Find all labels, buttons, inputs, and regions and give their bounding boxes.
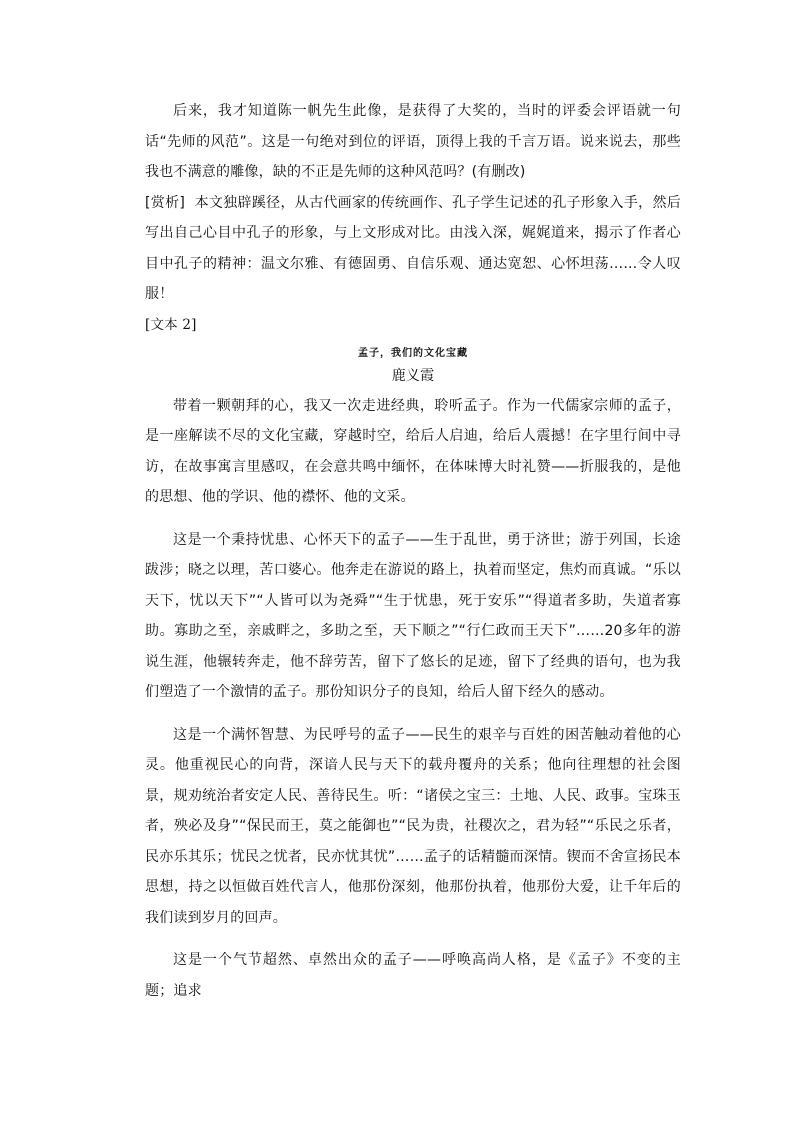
body-paragraph-3: 这是一个满怀智慧、为民呼号的孟子——民生的艰辛与百姓的困苦触动着他的心灵。他重视民心的向背，深谙人民与天下的载舟覆舟的关系；他向往理想的社会图景，规劝统治者安定人民、善待民生。听：“诸侯之宝三：土地、人民、政事。宝珠玉者，殃必及身”“保民而王，莫之能御也”“民为贵，社稷次之，君为轻”“乐民之乐者，民亦乐其乐；忧民之忧者，民亦忧其忧”……孟子的话精髓而深情。锲而不舍宣扬民本思想，持之以恒做百姓代言人，他那份深刻，他那份执着，他那份大爱，让千年后的我们读到岁月的回声。 [145, 726, 681, 926]
article-title: 孟子，我们的文化宝藏 [358, 347, 468, 359]
body-paragraph-1: 带着一颗朝拜的心，我又一次走进经典，聆听孟子。作为一代儒家宗师的孟子，是一座解读不尽的文化宝藏，穿越时空，给后人启迪，给后人震撼！在字里行间中寻访，在故事寓言里感叹，在会意共鸣中缅怀，在体味博大时礼赞——折服我的，是他的思想、他的学识、他的襟怀、他的文采。 [145, 397, 681, 505]
appreciation-tag: [赏析] [145, 194, 186, 211]
body-paragraph-2: 这是一个秉持忧患、心怀天下的孟子——生于乱世，勇于济世；游于列国，长途跋涉；晓之以理，苦口婆心。他奔走在游说的路上，执着而坚定，焦灼而真诚。“乐以天下，忧以天下”“人皆可以为尧舜”“生于忧患，死于安乐”“得道者多助，失道者寡助。寡助之至，亲戚畔之，多助之至，天下顺之”“行仁政而王天下”……20多年的游说生涯，他辗转奔走，他不辞劳苦，留下了悠长的足迹，留下了经典的语句，也为我们塑造了一个激情的孟子。那份知识分子的良知，给后人留下经久的感动。 [145, 531, 681, 700]
paragraph-gap [145, 708, 681, 720]
appreciation-note [145, 188, 681, 310]
paragraph-gap [145, 933, 681, 945]
paragraph-ending-text1: 后来，我才知道陈一帆先生此像，是获得了大奖的，当时的评委会评语就一句话“先师的风范”。这是一句绝对到位的评语，顶得上我的千言万语。说来说去，那些我也不满意的雕像，缺的不正是先师的这种风范吗？(有删改) [145, 103, 681, 180]
appreciation-text: 本文独辟蹊径，从古代画家的传统画作、孔子学生记述的孔子形象入手，然后写出自己心目中孔子的形象，与上文形成对比。由浅入深，娓娓道来，揭示了作者心目中孔子的精神：温文尔雅、有德固勇、自信乐观、通达宽恕、心怀坦荡……令人叹服！ [145, 194, 681, 302]
text-2-label: [文本 2] [145, 316, 197, 333]
paragraph-gap [145, 513, 681, 525]
body-paragraph-4: 这是一个气节超然、卓然出众的孟子——呼唤高尚人格，是《孟子》不变的主题；追求 [145, 952, 681, 999]
article-author: 鹿义霞 [391, 367, 435, 384]
document-body [145, 96, 681, 1006]
